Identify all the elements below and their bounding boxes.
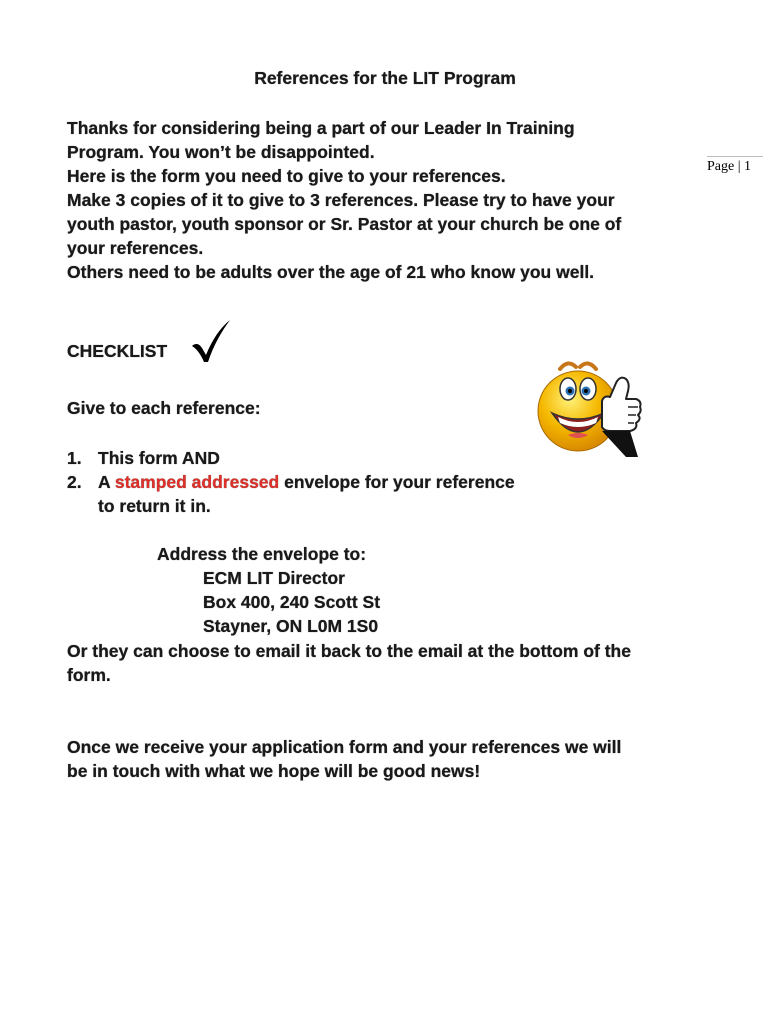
document-title: References for the LIT Program <box>254 68 516 88</box>
email-note-line-1: Or they can choose to email it back to the email at the bottom of the <box>67 641 631 661</box>
list-number-2: 2. <box>67 472 82 492</box>
list-text-2 <box>98 470 515 494</box>
closing-line-2: be in touch with what we hope will be good news! <box>67 761 481 781</box>
list-text-1: This form AND <box>98 448 220 468</box>
thumbs-up-smiley-icon <box>530 355 645 465</box>
intro-line-5: youth pastor, youth sponsor or Sr. Pastor at your church be one of <box>67 214 622 234</box>
checkmark-icon <box>190 318 232 364</box>
checklist-heading: CHECKLIST <box>67 341 168 361</box>
address-heading: Address the envelope to: <box>157 544 367 564</box>
address-line-1: ECM LIT Director <box>203 568 345 588</box>
closing-line-1: Once we receive your application form and your references we will <box>67 737 622 757</box>
stamped-addressed-highlight: stamped addressed <box>114 472 280 492</box>
intro-line-2: Program. You won’t be disappointed. <box>67 142 375 162</box>
address-line-3: Stayner, ON L0M 1S0 <box>203 616 379 636</box>
intro-line-4: Make 3 copies of it to give to 3 references. Please try to have your <box>67 190 615 210</box>
address-line-2: Box 400, 240 Scott St <box>203 592 381 612</box>
intro-line-6: your references. <box>67 238 204 258</box>
intro-line-1: Thanks for considering being a part of our Leader In Training <box>67 118 575 138</box>
list-text-2-prefix: A <box>98 472 115 492</box>
page-number: Page | 1 <box>707 156 763 175</box>
email-note-line-2: form. <box>67 665 111 685</box>
list-number-1: 1. <box>67 448 82 468</box>
give-heading: Give to each reference: <box>67 398 261 418</box>
intro-line-7: Others need to be adults over the age of 21 who know you well. <box>67 262 595 282</box>
list-text-2-suffix: envelope for your reference <box>279 472 515 492</box>
list-text-2-continued: to return it in. <box>98 496 211 516</box>
intro-line-3: Here is the form you need to give to your references. <box>67 166 506 186</box>
